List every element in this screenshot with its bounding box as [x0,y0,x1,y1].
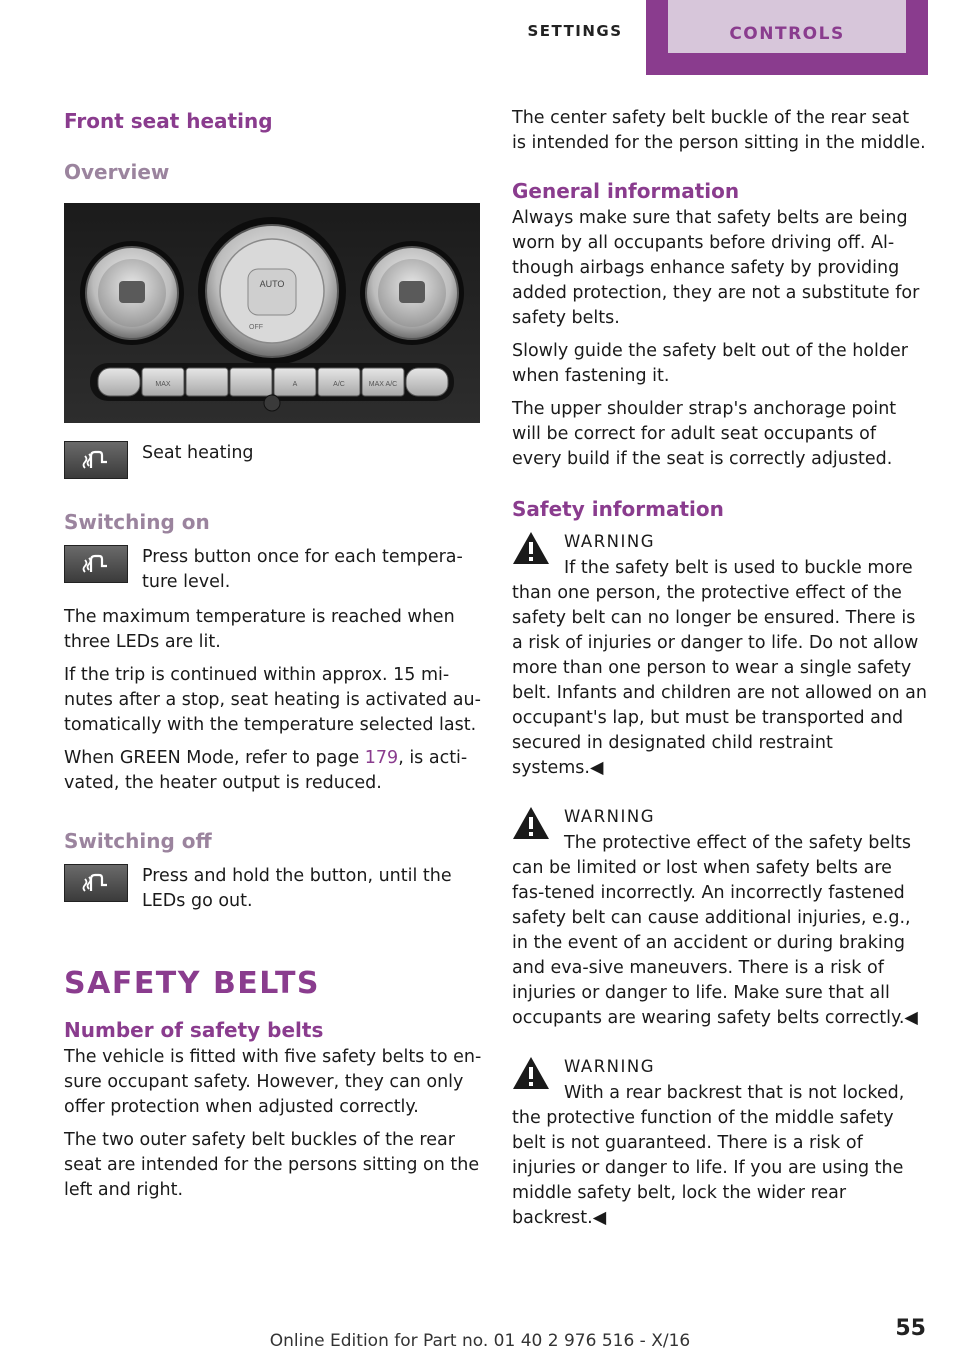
seat-heating-icon [64,545,128,583]
warning-block-1 [512,530,928,781]
paragraph-slowly: Slowly guide the safety belt out of the holder when fastening it. [512,341,908,386]
tab-controls[interactable] [646,0,928,75]
green-mode-text-after: , is acti-vated, the heater output is reduced. [64,748,468,793]
switching-off-row [64,864,482,914]
seat-heating-icon [64,864,128,902]
off-label: OFF [249,324,263,331]
warning-text-2: The protective effect of the safety belts can be limited or lost when safety belts are fas-tened incorrectly. An incorrectly fastened safety belt can cause additional injuries, e.g., in the event of an accident or during braking and eva-sive maneuvers. There is a risk of injuries or danger to life. Make sure that all occupants are wearing safety belts correctly.◀ [512,833,918,1028]
warning-text-1: If the safety belt is used to buckle more than one person, the protective effect of the safety belt can no longer be ensured. There is a risk of injuries or danger to life. Do not allow more than one person to wear a single safety belt. Infants and children are not allowed on an occupant's lap, but must be transported and secured in designated child restraint systems.◀ [512,558,927,778]
warning-triangle-icon [512,1055,550,1091]
warning-triangle-icon [512,530,550,566]
auto-label: AUTO [259,279,285,289]
heading-front-seat-heating: Front seat heating [64,109,273,133]
warning-block-3 [512,1055,928,1231]
paragraph-upper: The upper shoulder strap's anchorage point will be correct for adult seat occupants of every build if the seat is correctly adjusted. [512,399,897,469]
paragraph-center-buckle: The center safety belt buckle of the rear seat is intended for the person sitting in the middle. [512,108,926,153]
tab-settings[interactable]: SETTINGS [527,22,623,40]
seat-heating-icon [64,441,128,479]
heading-switching-off: Switching off [64,829,212,853]
heading-overview: Overview [64,160,170,184]
climate-panel-image [64,203,480,423]
warning-text-3: With a rear backrest that is not locked, the protective function of the middle safety belt is not guaranteed. There is a risk of injuries or danger to life. If you are using the middle safety belt, lock the wider rear backrest.◀ [512,1083,905,1228]
switching-on-row [64,545,482,595]
climate-button [98,368,140,396]
heading-number-of-belts: Number of safety belts [64,1018,324,1042]
heading-general-information: General information [512,179,740,203]
paragraph-five-belts: The vehicle is fitted with five safety belts to en-sure occupant safety. However, they can only offer protection when adjusted correctly. [64,1047,482,1117]
heading-safety-belts: SAFETY BELTS [64,966,321,1001]
warning-label: WARNING [564,532,656,551]
climate-control-photo [64,203,480,423]
warning-label: WARNING [564,807,656,826]
footer-edition: Online Edition for Part no. 01 40 2 976 516 - X/16 [269,1331,691,1351]
warning-triangle-icon [512,805,550,841]
heading-switching-on: Switching on [64,510,210,534]
heading-safety-information: Safety information [512,497,724,521]
page-link-179[interactable]: 179 [364,748,399,768]
climate-button-label: MAX [155,381,171,388]
seat-heating-legend [64,441,482,479]
paragraph-always: Always make sure that safety belts are being worn by all occupants before driving off. Al-though airbags enhance safety by providing added protection, they are not a substitute for safety belts. [512,208,920,328]
paragraph-green-mode [64,746,482,796]
climate-button [230,368,272,396]
paragraph-max-temp: The maximum temperature is reached when three LEDs are lit. [64,607,455,652]
tab-controls-label: CONTROLS [668,0,906,53]
page-number: 55 [895,1316,926,1341]
climate-button-label: MAX A/C [368,381,398,388]
climate-button [406,368,448,396]
green-mode-text: When GREEN Mode, refer to page [64,748,365,768]
climate-button-label: A [292,381,298,388]
switching-off-text: Press and hold the button, until the LEDs go out. [142,866,452,911]
warning-label: WARNING [564,1057,656,1076]
left-column [64,106,482,1211]
climate-button [186,368,228,396]
header-tabs [0,0,960,80]
paragraph-trip: If the trip is continued within approx. 15 mi-nutes after a stop, seat heating is activated au-tomatically with the temperature selected last. [64,665,481,735]
switching-on-text: Press button once for each tempera-ture level. [142,547,463,592]
right-column [512,106,928,1239]
seat-heating-label: Seat heating [142,443,254,463]
climate-button-label: A/C [333,381,345,388]
paragraph-two-outer: The two outer safety belt buckles of the rear seat are intended for the persons sitting on the left and right. [64,1130,480,1200]
warning-block-2 [512,805,928,1031]
